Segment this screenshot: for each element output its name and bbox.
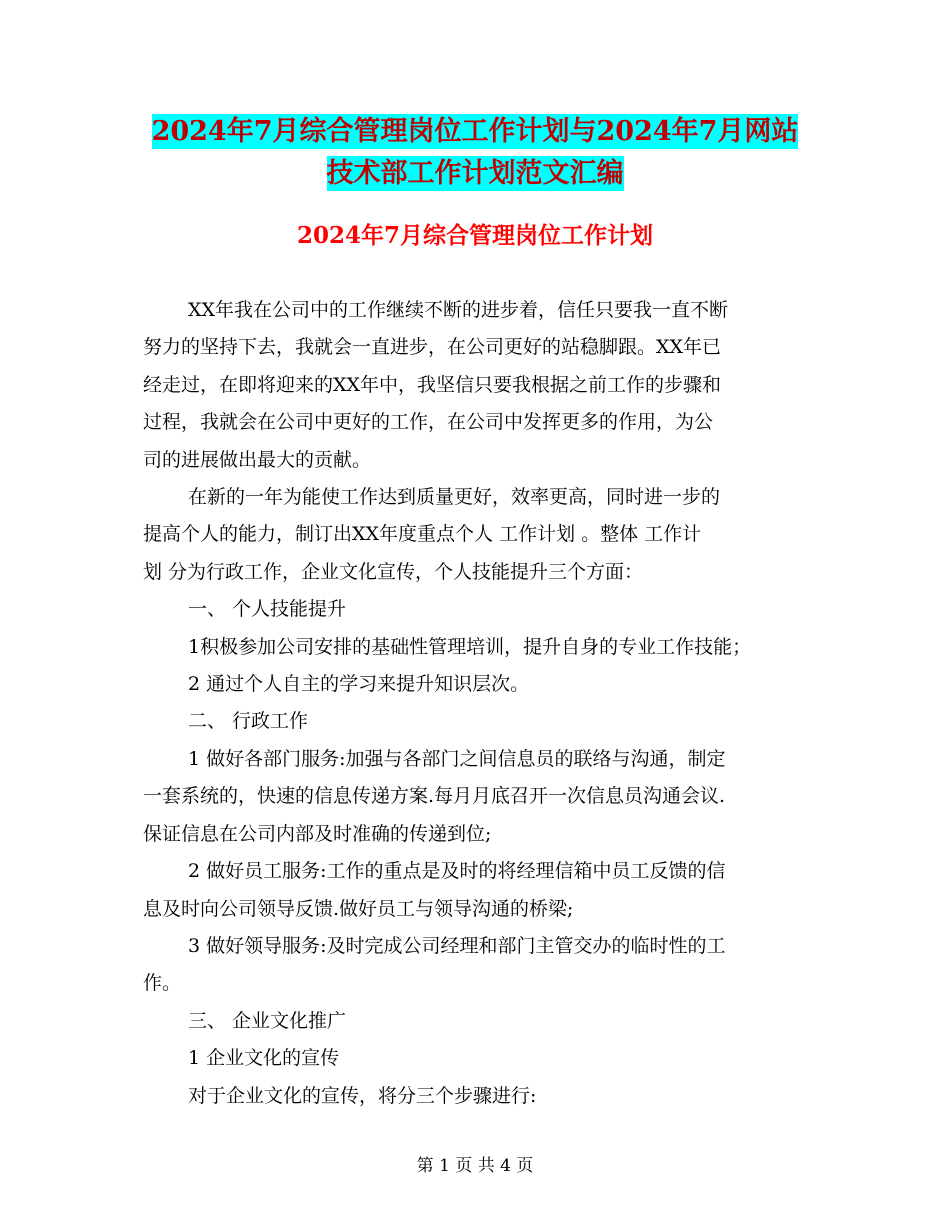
paragraph-line: 司的进展做出最大的贡献。	[143, 448, 372, 471]
paragraph-line: 划 分为行政工作，企业文化宣传，个人技能提升三个方面：	[143, 560, 644, 583]
section-subtitle: 2024年7月综合管理岗位工作计划	[296, 222, 654, 249]
paragraph-line: 作。	[143, 972, 182, 995]
paragraph-line: 过程，我就会在公司中更好的工作，在公司中发挥更多的作用，为公	[143, 411, 714, 434]
paragraph-line: 3 做好领导服务:及时完成公司经理和部门主管交办的临时性的工	[188, 934, 726, 957]
paragraph-line: XX年我在公司中的工作继续不断的进步着，信任只要我一直不断	[188, 299, 729, 321]
paragraph-line: 2 通过个人自主的学习来提升知识层次。	[188, 673, 530, 696]
section-heading: 二、 行政工作	[188, 710, 309, 733]
paragraph-line: 提高个人的能力，制订出XX年度重点个人 工作计划 。整体 工作计	[143, 523, 702, 546]
title-highlight-2: 技术部工作计划范文汇编	[326, 158, 624, 189]
paragraph-line: 1积极参加公司安排的基础性管理培训，提升自身的专业工作技能；	[188, 635, 752, 658]
paragraph-line: 经走过，在即将迎来的XX年中，我坚信只要我根据之前工作的步骤和	[143, 373, 722, 396]
paragraph-line: 在新的一年为能使工作达到质量更好，效率更高，同时进一步的	[188, 486, 721, 509]
paragraph-line: 努力的坚持下去，我就会一直进步，在公司更好的站稳脚跟。XX年已	[143, 336, 722, 359]
title-highlight-1: 2024年7月综合管理岗位工作计划与2024年7月网站	[151, 116, 799, 147]
page-footer: 第 1 页 共 4 页	[416, 1156, 534, 1176]
paragraph-line: 1 做好各部门服务:加强与各部门之间信息员的联络与沟通，制定	[188, 747, 726, 770]
document-title-line-2	[0, 152, 950, 196]
paragraph-line: 1 企业文化的宣传	[188, 1047, 340, 1070]
paragraph-line: 2 做好员工服务:工作的重点是及时的将经理信箱中员工反馈的信	[188, 860, 726, 883]
document-title-line-1	[0, 110, 950, 154]
document-body	[143, 292, 823, 1115]
section-heading: 三、 企业文化推广	[188, 1009, 347, 1032]
paragraph-line: 对于企业文化的宣传，将分三个步骤进行:	[188, 1084, 537, 1107]
paragraph-line: 息及时向公司领导反馈.做好员工与领导沟通的桥梁;	[143, 897, 574, 920]
paragraph-line: 一套系统的，快速的信息传递方案.每月月底召开一次信息员沟通会议.	[143, 785, 726, 808]
paragraph-line: 保证信息在公司内部及时准确的传递到位;	[143, 822, 492, 845]
section-heading: 一、 个人技能提升	[188, 598, 347, 621]
